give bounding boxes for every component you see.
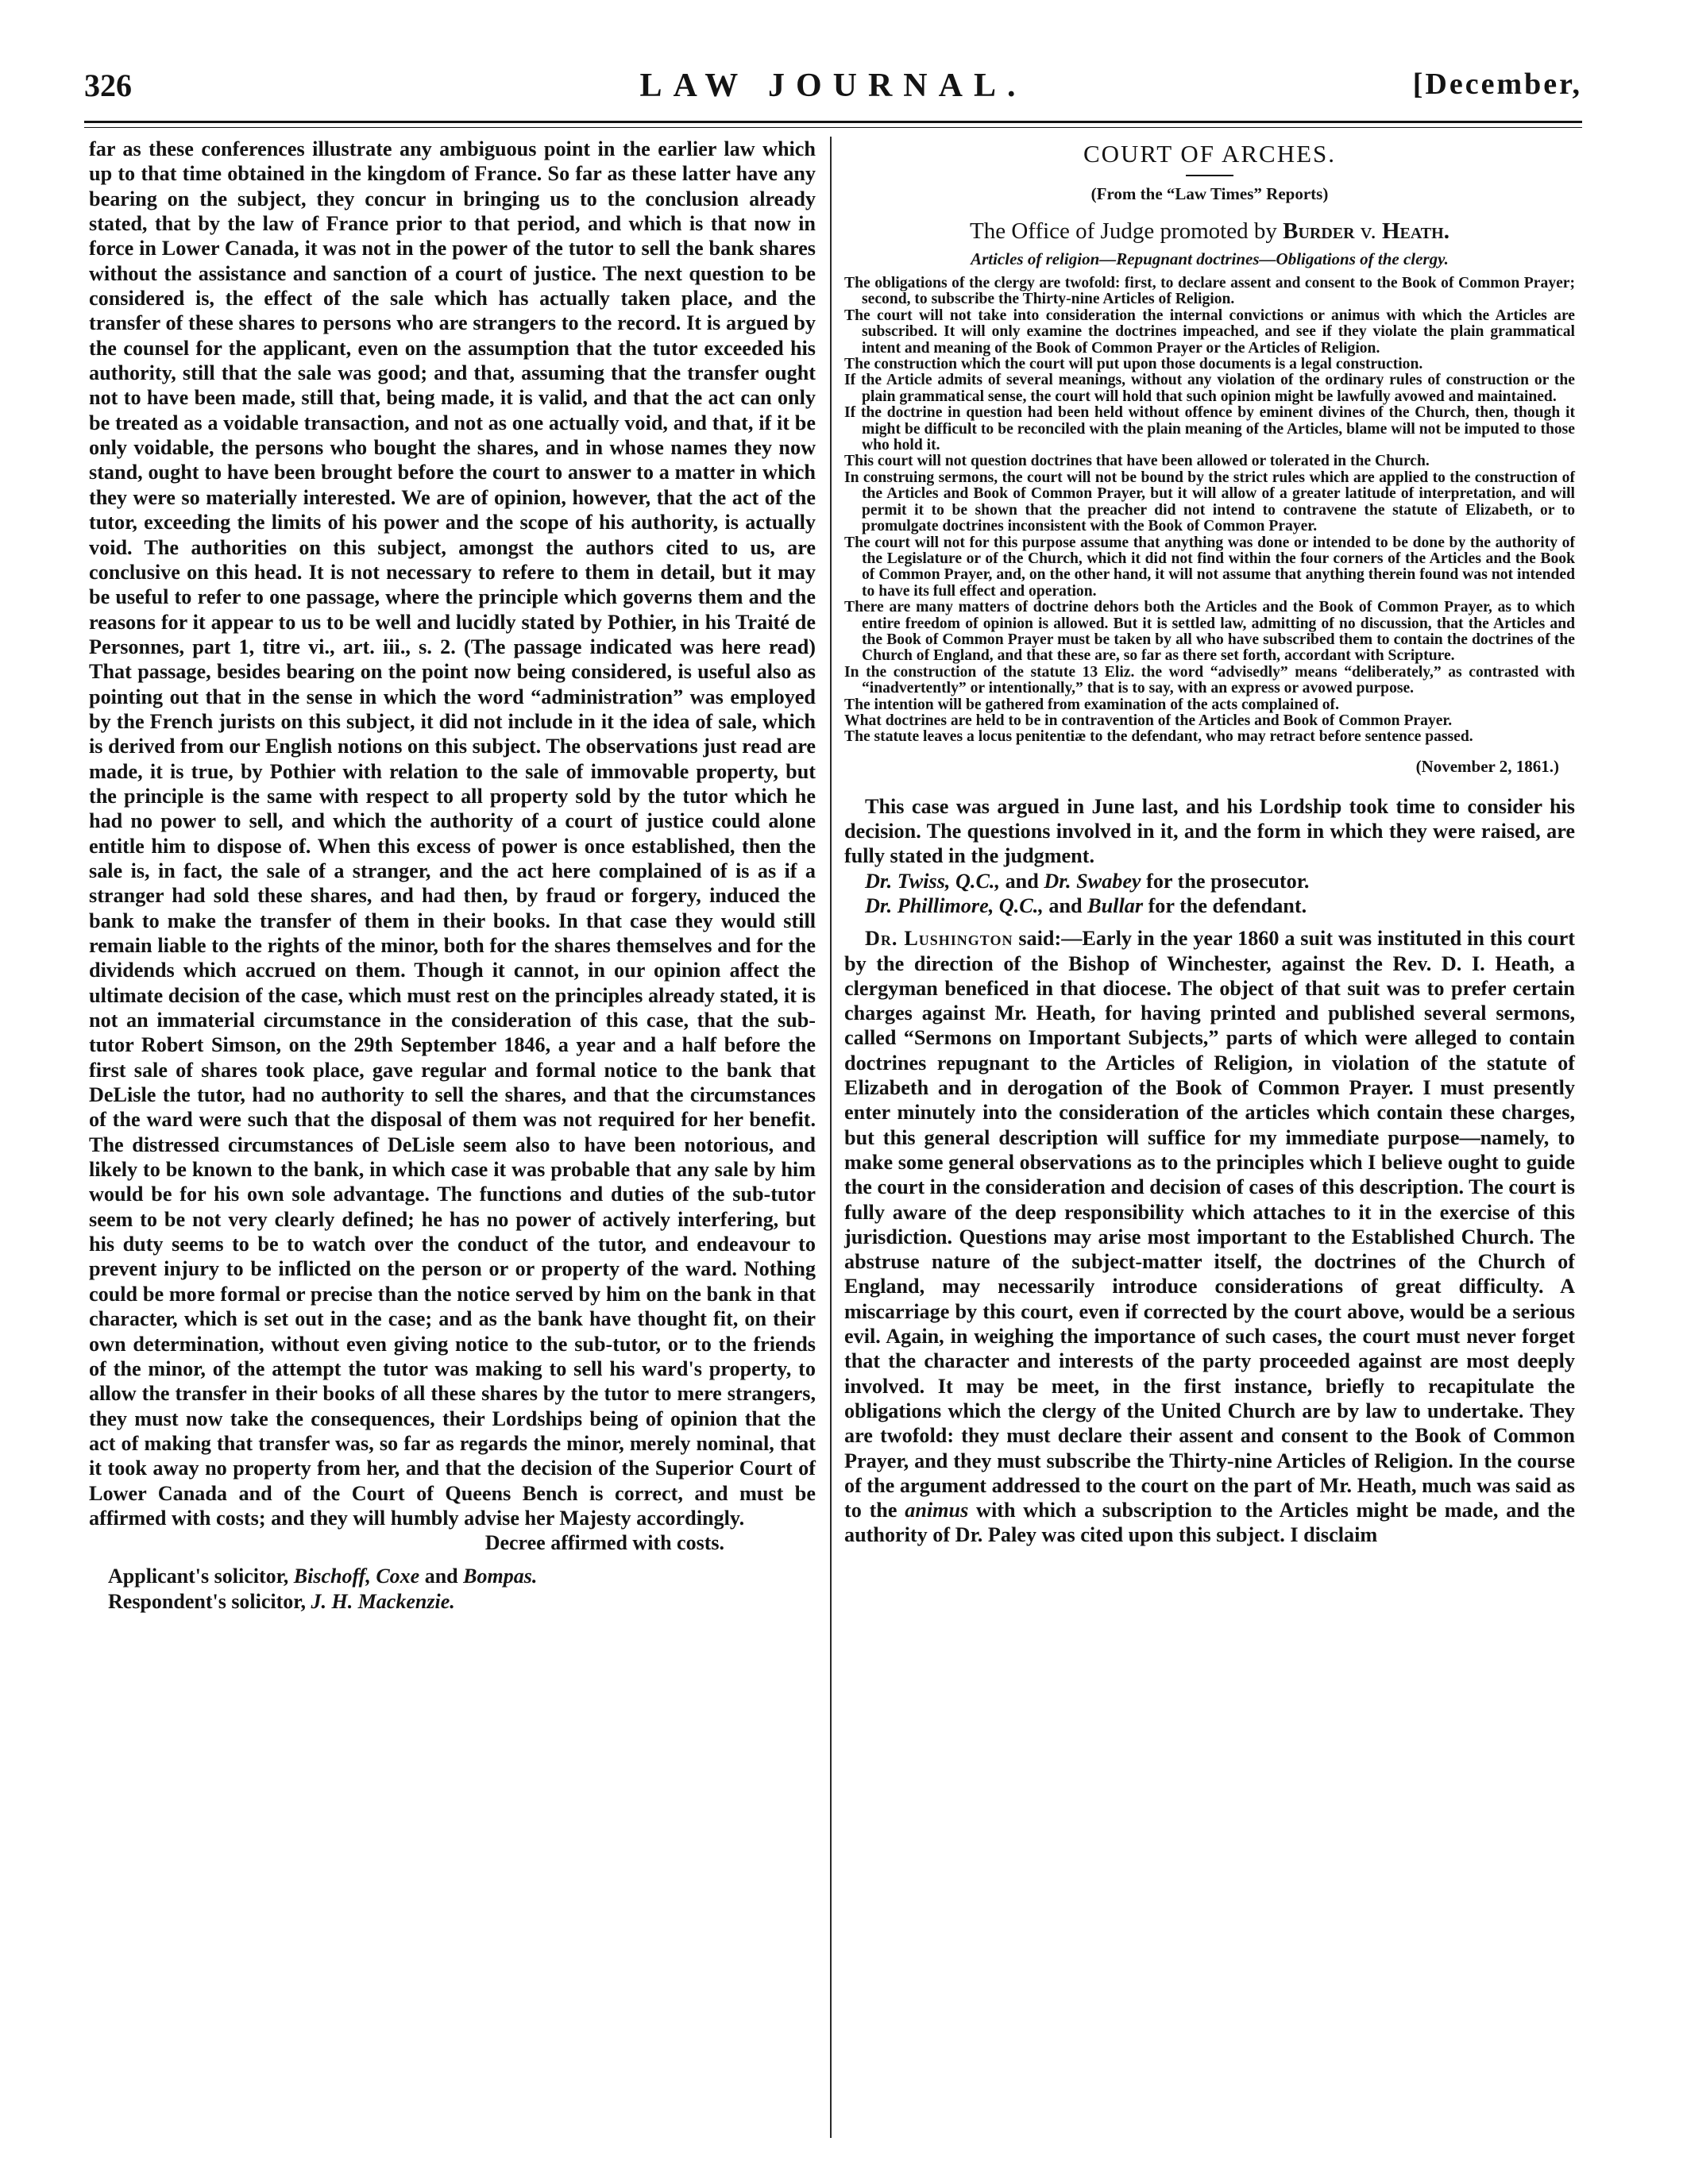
month-label: [December,: [1412, 68, 1582, 101]
applicant-names: Bischoff, Coxe: [293, 1565, 420, 1588]
counsel-defendant: [844, 893, 1575, 918]
counsel-name: Dr. Swabey: [1044, 869, 1141, 893]
counsel-name: Dr. Phillimore, Q.C.,: [865, 893, 1044, 917]
headnote: What doctrines are held to be in contravention of the Articles and Book of Common Prayer.: [844, 712, 1453, 729]
judgment-text: [844, 926, 1575, 1547]
respondent-label: Respondent's solicitor,: [108, 1590, 306, 1614]
left-column: [89, 137, 816, 1615]
counsel-role: for the prosecutor.: [1146, 869, 1310, 893]
applicant-label: Applicant's solicitor,: [108, 1565, 289, 1588]
header-rule-thin: [84, 127, 1582, 128]
decree-line: Decree affirmed with costs.: [484, 1531, 724, 1555]
right-column: [844, 137, 1575, 1548]
respondent-name: J. H. Mackenzie.: [311, 1590, 455, 1614]
applicant-names-2: Bompas.: [463, 1565, 538, 1588]
headnote: In construing sermons, the court will not be bound by the strict rules which are applied to the construction of the Articles and Book of Common Prayer, but it will allow of a greater latitude of interpretation, and will permit it to be shown that the preacher did not intend to contravene the statute of Elizabeth, or to promulgate doctrines inconsistent with the Book of Common Prayer.: [844, 469, 1575, 535]
applicant-solicitor: [108, 1564, 816, 1589]
case-v: v.: [1360, 218, 1376, 244]
headnotes-list: [844, 276, 1575, 746]
headnote: The obligations of the clergy are twofold: first, to declare assent and consent to the Book of Common Prayer; second, to subscribe the Thirty-nine Articles of Religion.: [844, 275, 1575, 308]
headnote: The court will not for this purpose assume that anything was done or intended to be done by the authority of the Legislature or of the Church, which it did not find within the four corners of the Articles and the Book of Common Prayer, and, on the other hand, it will not assume that anything therein found was not intended to have its full effect and operation.: [844, 534, 1575, 600]
page-number: 326: [84, 68, 132, 103]
counsel-name: Bullar: [1087, 893, 1144, 917]
case-topics: Articles of religion—Repugnant doctrines—Obligations of the clergy.: [971, 249, 1449, 268]
applicant-and: and: [424, 1565, 458, 1588]
counsel-name: Dr. Twiss, Q.C.,: [865, 869, 1001, 893]
counsel-and: and: [1005, 869, 1039, 893]
headnote: This court will not question doctrines that have been allowed or tolerated in the Church.: [844, 453, 1430, 470]
headnote: The court will not take into consideration the internal convictions or animus with which the Articles are subscribed. It will only examine the doctrines impeached, and see if they violate the plain grammatical intent and meaning of the Book of Common Prayer or the Articles of Religion.: [844, 307, 1575, 357]
counsel-prosecutor: [844, 869, 1575, 893]
judgment-body-end: with which a subscription to the Articles might be made, and the authority of Dr. Paley was cited upon this subject. I disclaim: [844, 1499, 1575, 1547]
judgment-continuation: far as these conferences illustrate any ambiguous point in the earlier law which up to that time obtained in the kingdom of France. So far as these latter have any bearing on the subject, they concur in bringing us to the conclusion already stated, that by the law of France prior to that period, and which is that now in force in Lower Canada, it was not in the power of the tutor to sell the bank shares without the assistance and sanction of a court of justice. The next question to be considered is, the effect of the sale which has actually taken place, and the transfer of these shares to persons who are strangers to the record. It is argued by the counsel for the applicant, even on the assumption that the tutor exceeded his authority, still that the sale was good; and that, assuming that the transfer ought not to have been made, still that, being made, it is valid, and that the act can only be treated as a voidable transaction, and not as one actually void, and that, if it be only voidable, the persons who bought the shares, and in whose names they now stand, ought to have been brought before the court to answer to a matter in which they were so materially interested. We are of opinion, however, that the act of the tutor, exceeding the limits of his power and the scope of his authority, is actually void. The authorities on this subject, amongst the authors cited to us, are conclusive on this head. It is not necessary to refere to them in detail, but it may be useful to refer to one passage, where the principle which governs them and the reasons for it appear to us to be well and lucidly stated by Pothier, in his Traité de Personnes, part 1, titre vi., art. iii., s. 2. (The passage indicated was here read) That passage, besides bearing on the point now being considered, is useful also as pointing out that in the sense in which the word “administration” was employed by the French jurists on this subject, it did not include in it the idea of sale, which is derived from our English notions on this subject. The observations just read are made, it is true, by Pothier with relation to the sale of immovable property, but the principle is the same with respect to all property sold by the tutor which he had no power to sell, and which the authority of a court of justice could alone entitle him to dispose of. When this excess of power is once established, then the sale is, in fact, the sale of a stranger, and the act here complained of is as if a stranger had sold these shares, and had then, by fraud or forgery, induced the bank to make the transfer of them in their books. In that case they would still remain liable to the rights of the minor, both for the shares themselves and for the dividends which accrued on them. Though it cannot, in our opinion affect the ultimate decision of the case, which must rest on the principles already stated, it is not an immaterial circumstance in the consideration of this case, that the sub-tutor Robert Simson, on the 29th September 1846, a year and a half before the first sale of shares took place, gave regular and formal notice to the bank that DeLisle the tutor, had no authority to sell the shares, and that the circumstances of the ward were such that the disposal of them was not required for her benefit. The distressed circumstances of DeLisle seem also to have been notorious, and likely to be known to the bank, in which case it was probable that any sale by him would be for his own sole advantage. The functions and duties of the sub-tutor seem to be not very clearly defined; he has no power of actively interfering, but his duty seems to be to watch over the conduct of the tutor, and endeavour to prevent injury to be inflicted on the person or or property of the ward. Nothing could be more formal or precise than the notice served by him on the bank in that character, which is set out in the case; and as the bank have thought fit, on their own determination, without even giving notice to the sub-tutor, or to the friends of the minor, of the attempt the tutor was making to sell his ward's property, to allow the transfer in their books of all these shares by the tutor to mere strangers, they must now take the consequences, their Lordships being of opinion that the act of making that transfer was, so far as regards the minor, merely nominal, that it took away no property from her, and that the decision of the Superior Court of Lower Canada and of the Court of Queens Bench is correct, and must be affirmed with costs; and they will humbly advise her Majesty accordingly.: [89, 137, 816, 1530]
court-title: COURT OF ARCHES.: [1083, 140, 1337, 168]
case-title: [844, 218, 1575, 245]
running-header: [84, 67, 1582, 122]
judgment-body: said:—Early in the year 1860 a suit was instituted in this court by the direction of the Bishop of Winchester, against the Rev. D. I. Heath, a clergyman beneficed in that diocese. The object of that suit was to prefer certain charges against Mr. Heath, for having printed and published several sermons, called “Sermons on Important Subjects,” parts of which were alleged to contain doctrines repugnant to the Articles of Religion, in violation of the statute of Elizabeth and in derogation of the Book of Common Prayer. I must presently enter minutely into the consideration of the articles which contain these charges, but this general description will suffice for my immediate purpose—namely, to make some general observations as to the principles which I believe ought to guide the court in the consideration and decision of cases of this description. The court is fully aware of the deep responsibility which attaches to it in the exercise of this jurisdiction. Questions may arise most important to the Established Church. The abstruse nature of the subject-matter itself, the doctrines of the Church of England, may necessarily introduce considerations of great difficulty. A miscarriage by this court, even if corrected by the court above, would be a serious evil. Again, in weighing the importance of such cases, the court must never forget that the character and interests of the party proceeded against are most deeply involved. It may be meet, in the first instance, briefly to recapitulate the obligations which the clergy of the United Church are by law to undertake. They are twofold: they must declare their assent and consent to the Book of Common Prayer, and they must subscribe the Thirty-nine Articles of Religion. In the course of the argument addressed to the court on the part of Mr. Heath, much was said as to the: [844, 927, 1576, 1522]
respondent-solicitor: [108, 1589, 816, 1615]
headnote: If the doctrine in question had been held without offence by eminent divines of the Church, then, though it might be difficult to be reconciled with the plain meaning of the Articles, blame will not be imputed to those who hold it.: [844, 404, 1575, 454]
case-party-2: Heath.: [1381, 218, 1449, 244]
headnote: The intention will be gathered from examination of the acts complained of.: [844, 696, 1339, 713]
headnote: The statute leaves a locus penitentiæ to the defendant, who may retract before sentence passed.: [844, 728, 1473, 746]
counsel-and: and: [1048, 893, 1083, 917]
running-title: LAW JOURNAL.: [639, 68, 1027, 104]
headnote: In the construction of the statute 13 Eliz. the word “advisedly” means “deliberately,” as contrasted with “inadvertently” or intentionally,” that is to say, with an express or avowed purpose.: [844, 663, 1575, 697]
case-intro: This case was argued in June last, and his Lordship took time to consider his decision. The questions involved in it, and the form in which they were raised, are fully stated in the judgment.: [844, 794, 1575, 868]
headnote: There are many matters of doctrine dehors both the Articles and the Book of Common Prayer, as to which entire freedom of opinion is allowed. But it is settled law, admitting of no discussion, that the Articles and the Book of Common Prayer must be taken by all who have subscribed them to contain the doctrines of the Church of England, and that these are, so far as there set forth, accordant with Scripture.: [844, 599, 1575, 665]
headnote: If the Article admits of several meanings, without any violation of the ordinary rules of construction or the plain grammatical sense, the court will hold that such opinion might be lawfully avowed and maintained.: [844, 372, 1575, 405]
column-divider: [830, 137, 832, 2138]
title-rule: [1186, 175, 1233, 176]
case-party-1: Burder: [1283, 218, 1355, 244]
headnote: The construction which the court will put upon those documents is a legal construction.: [844, 356, 1423, 373]
solicitors-block: [89, 1564, 816, 1615]
counsel-role: for the defendant.: [1148, 893, 1307, 917]
judgment-date: (November 2, 1861.): [1415, 756, 1559, 776]
reports-source: (From the “Law Times” Reports): [1090, 184, 1329, 203]
case-title-prefix: The Office of Judge promoted by: [970, 218, 1277, 244]
judge-name: Dr. Lushington: [865, 927, 1013, 951]
header-rule: [84, 121, 1582, 123]
judgment-italic-word: animus: [905, 1499, 969, 1522]
